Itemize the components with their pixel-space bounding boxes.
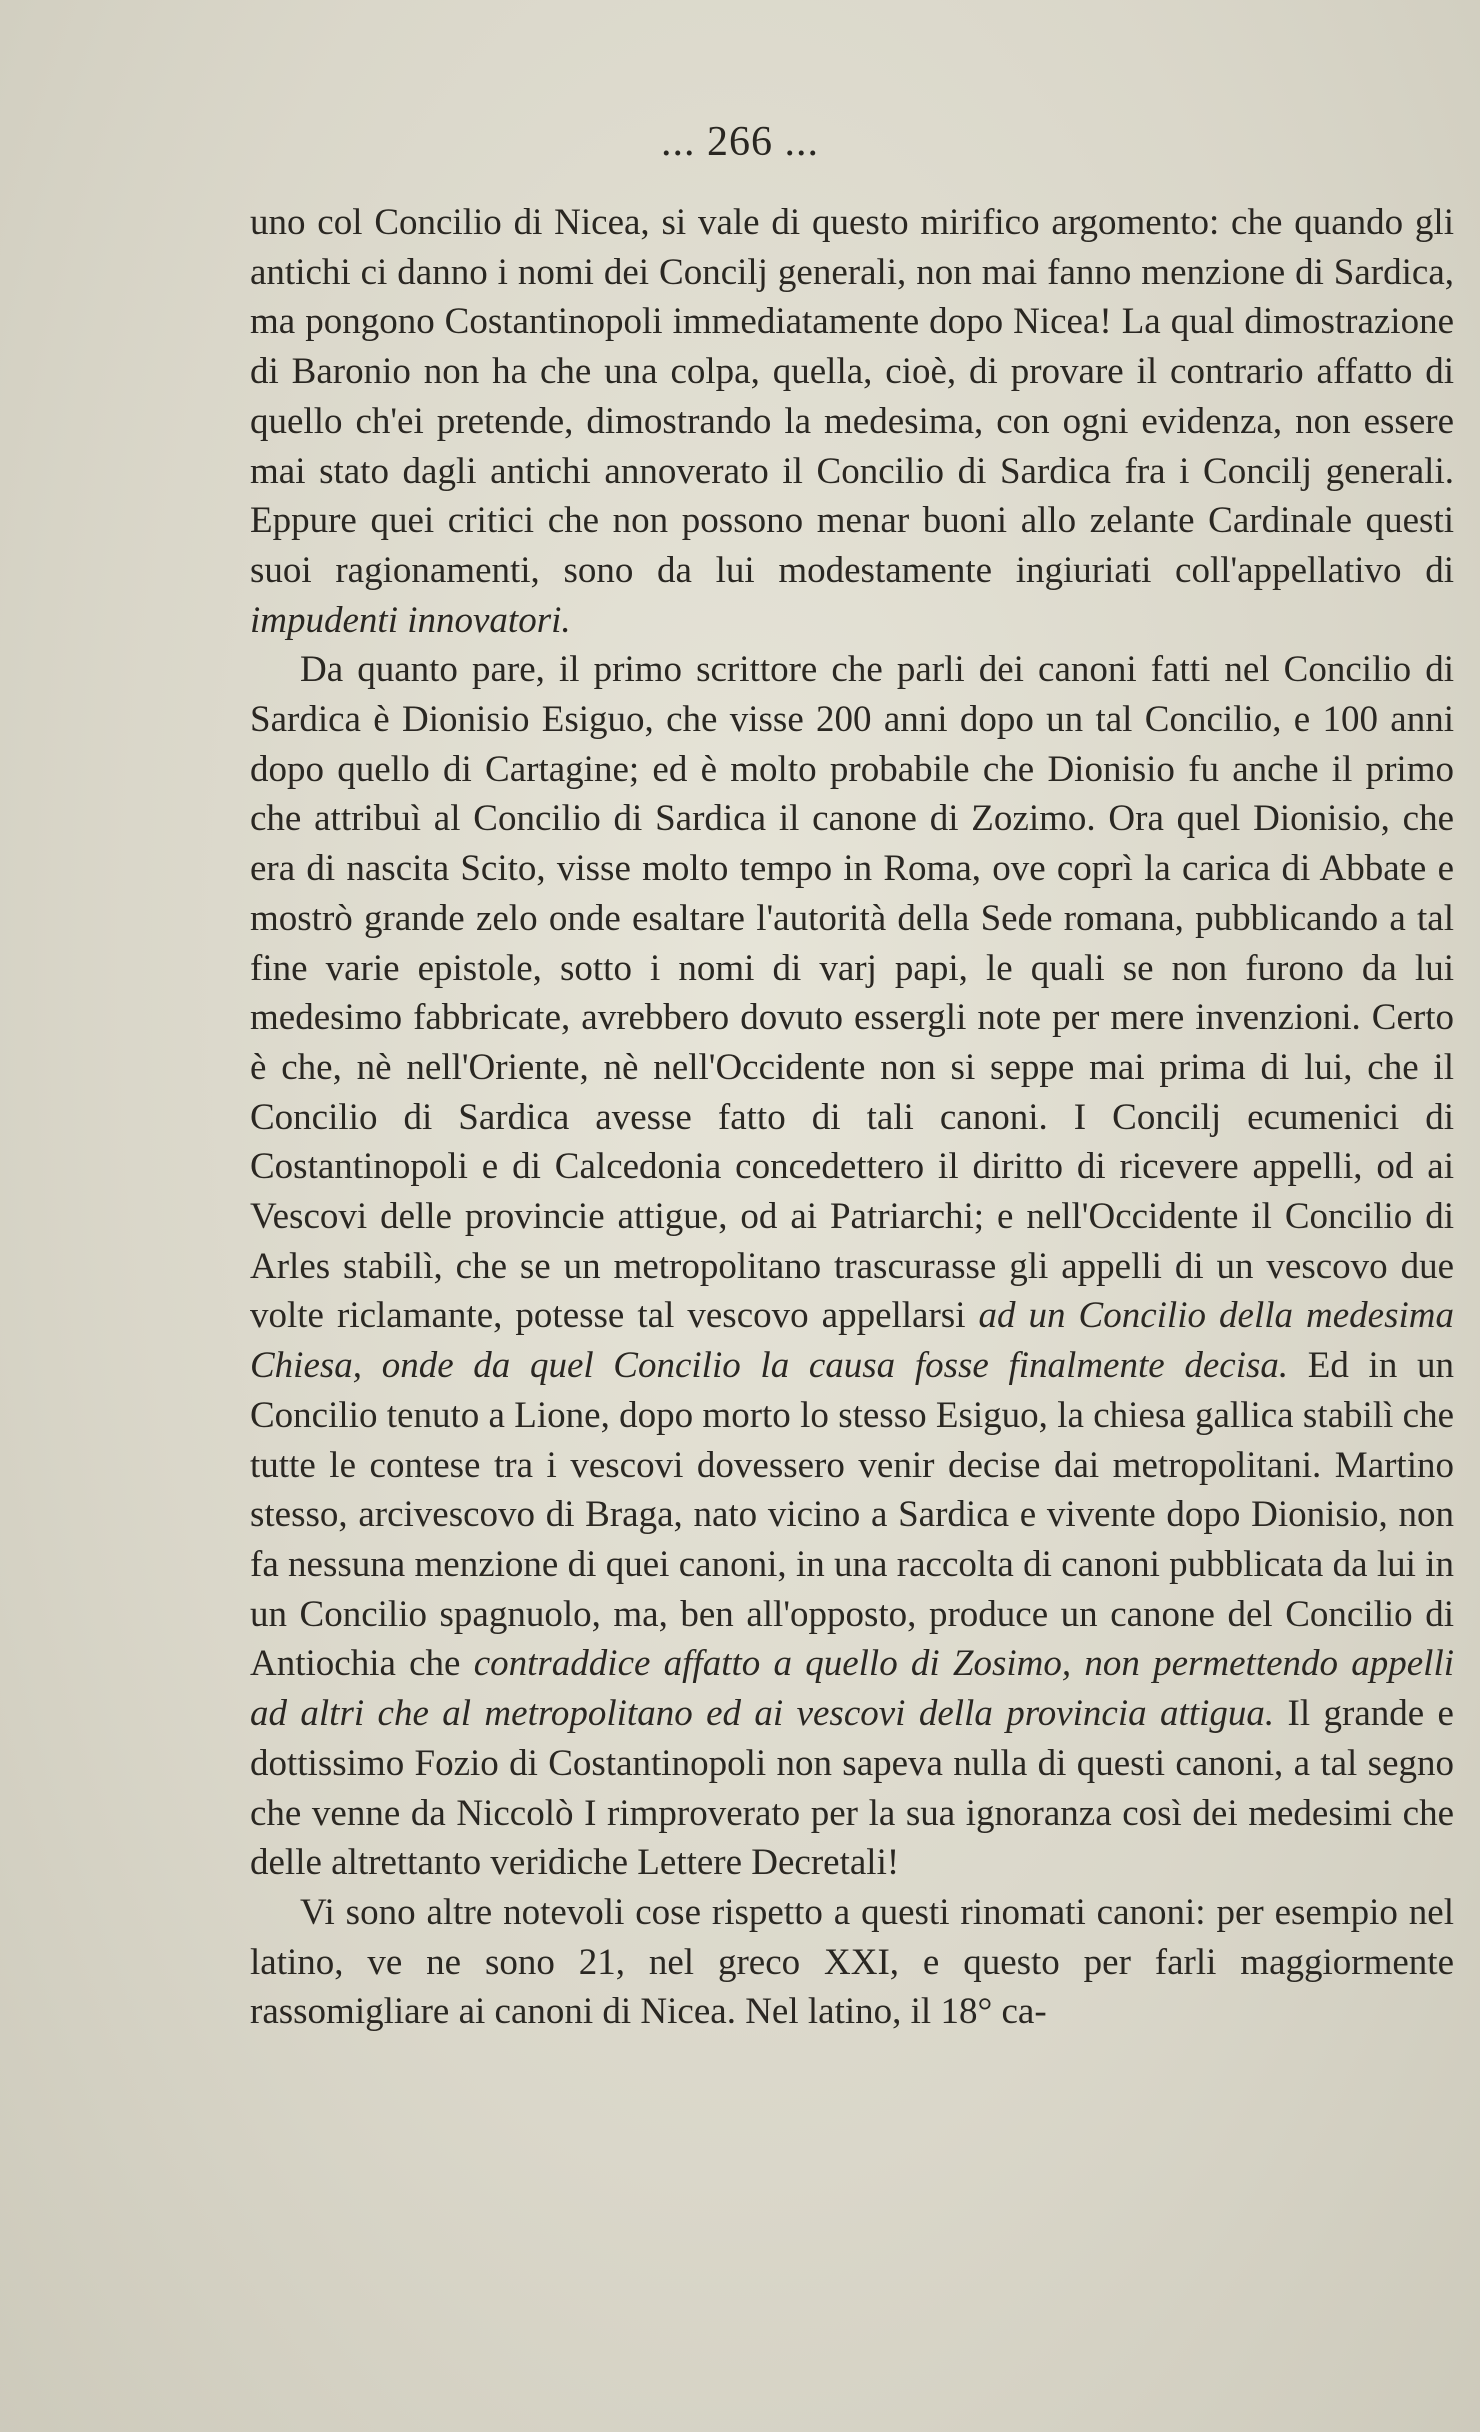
paragraph-1-text: uno col Concilio di Nicea, si vale di questo mirifico argomento: che quando gli antichi ci danno i nomi dei Concilj generali, non mai fanno menzione di Sardica, ma pongono Costantinopoli immediatamente dopo Nicea! La qual dimostrazione di Baronio non ha che una colpa, quella, cioè, di provare il contrario affatto di quello ch'ei pretende, dimostrando la medesima, con ogni evidenza, non essere mai stato dagli antichi annoverato il Concilio di Sardica fra i Concilj generali. Eppure quei critici che non possono menar buoni allo zelante Cardinale questi suoi ragionamenti, sono da lui modestamente ingiuriati coll'appellativo di: [250, 202, 1454, 591]
paragraph-2-text-a: Da quanto pare, il primo scrittore che parli dei canoni fatti nel Concilio di Sardica è Dionisio Esiguo, che visse 200 anni dopo un tal Concilio, e 100 anni dopo quello di Cartagine; ed è molto probabile che Dionisio fu anche il primo che attribuì al Concilio di Sardica il canone di Zozimo. Ora quel Dionisio, che era di nascita Scito, visse molto tempo in Roma, ove coprì la carica di Abbate e mostrò grande zelo onde esaltare l'autorità della Sede romana, pubblicando a tal fine varie epistole, sotto i nomi di varj papi, le quali se non furono da lui medesimo fabbricate, avrebbero dovuto essergli note per mere invenzioni. Certo è che, nè nell'Oriente, nè nell'Occidente non si seppe mai prima di lui, che il Concilio di Sardica avesse fatto di tali canoni. I Concilj ecumenici di Costantinopoli e di Calcedonia concedettero il diritto di ricevere appelli, od ai Vescovi delle provincie attigue, od ai Patriarchi; e nell'Occidente il Concilio di Arles stabilì, che se un metropolitano trascurasse gli appelli di un vescovo due volte riclamante, potesse tal vescovo appellarsi: [250, 649, 1454, 1337]
paragraph-3: [250, 1888, 1454, 2037]
paragraph-1-italic: impudenti innovatori.: [250, 599, 571, 641]
paragraph-2-italic-b: contraddice affatto a quello di Zosimo, non permettendo appelli ad altri che al metropolitano ed ai vescovi della provincia attigua.: [250, 1643, 1455, 1735]
paragraph-2-italic-a: ad un Concilio della medesima Chiesa, onde da quel Concilio la causa fosse finalmente decisa.: [250, 1295, 1454, 1387]
paragraph-1: [250, 198, 1454, 645]
paragraph-3-text: Vi sono altre notevoli cose rispetto a questi rinomati canoni: per esempio nel latino, ve ne sono 21, nel greco XXI, e questo per farli maggiormente rassomigliare ai canoni di Nicea. Nel latino, il 18° ca-: [250, 1891, 1454, 2033]
paragraph-2: [250, 645, 1454, 1888]
body-text: [250, 198, 1454, 2037]
paragraph-2-text-c: Il grande e dottissimo Fozio di Costantinopoli non sapeva nulla di questi canoni, a tal segno che venne da Niccolò I rimproverato per la sua ignoranza così dei medesimi che delle altrettanto veridiche Lettere Decretali!: [250, 1693, 1454, 1884]
page-number: ... 266 ...: [661, 119, 819, 165]
paragraph-2-text-b: Ed in un Concilio tenuto a Lione, dopo morto lo stesso Esiguo, la chiesa gallica stabilì che tutte le contese tra i vescovi dovessero venir decise dai metropolitani. Martino stesso, arcivescovo di Braga, nato vicino a Sardica e vivente dopo Dionisio, non fa nessuna menzione di quei canoni, in una raccolta di canoni pubblicata da lui in un Concilio spagnuolo, ma, ben all'opposto, produce un canone del Concilio di Antiochia che: [250, 1345, 1454, 1685]
